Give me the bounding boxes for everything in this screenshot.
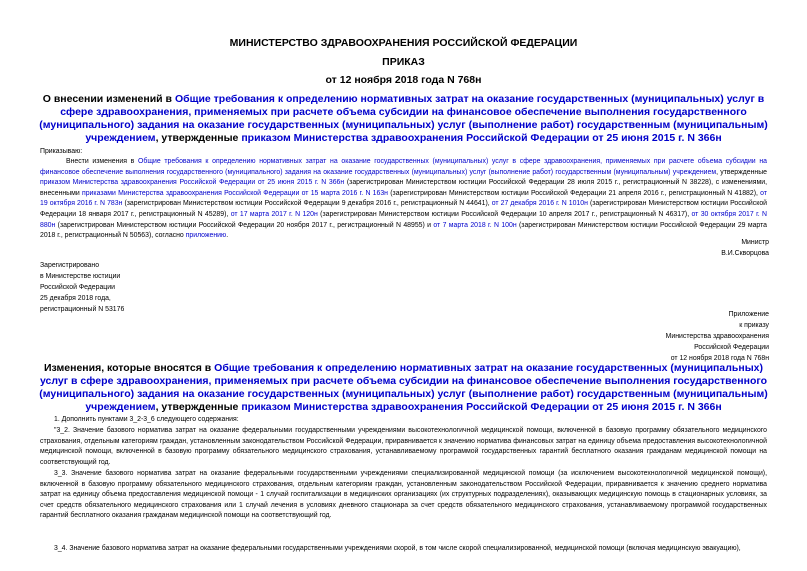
changes-link-requirements[interactable]: Общие требования к определению нормативных затрат на оказание государственных (муниципальных) услуг в сфере здравоохранения, применяемых при расчете объема субсидии на финансовое обеспечение выполнения государственного (муниципального) задания на оказание государственных (муниципальных) услуг (выполнение работ) государственным (муниципальным) учреждением [39,362,768,413]
intro-text: (зарегистрирован Министерством юстиции Российской Федерации 29 марта 2018 г., регистрационный N 50563), согласно [40,221,768,240]
registration-line: Зарегистрировано [40,262,100,269]
link-order-163n[interactable]: приказами Министерства здравоохранения Российской Федерации от 15 марта 2016 г. N 163н [81,189,388,197]
body-paragraph-1: 1. Дополнить пунктами 3_2-3_6 следующего содержания: [54,416,239,423]
changes-title-mid: , утвержденные [155,401,242,413]
registration-line: регистрационный N 53176 [40,306,125,313]
changes-title-text: Изменения, которые вносятся в [43,362,215,374]
intro-text: (зарегистрирован Министерством юстиции Российской Федерации 9 декабря 2016 г., регистрационный N 44641), [122,200,492,208]
appendix-line: к приказу [739,322,769,329]
link-general-requirements[interactable]: Общие требования к определению нормативных затрат на оказание государственных (муниципальных) услуг в сфере здравоохранения, применяемых при расчете объема субсидии на финансовое обеспечение выполнения государственного (муниципального) задания на оказание государственных (муниципальных) услуг (выполнение работ) государственным (муниципальным) учреждением [40,158,767,176]
prikazyvayu-label: Приказываю: [40,148,83,155]
appendix-block [666,309,769,364]
link-order-1010n[interactable]: от 27 декабря 2016 г. N 1010н [491,200,588,208]
intro-text: , утвержденные [716,168,767,176]
ministry-heading: МИНИСТЕРСТВО ЗДРАВООХРАНЕНИЯ РОССИЙСКОЙ ФЕДЕРАЦИИ [229,37,578,49]
intro-paragraph [40,157,767,242]
link-order-783n[interactable]: от 19 октября 2016 г. N 783н [40,189,767,208]
link-order-880n[interactable]: от 30 октября 2017 г. N 880н [40,210,767,229]
body-paragraph-2: "3_2. Значение базового норматива затрат на оказание федеральными государственными учреждениями высокотехнологичной медицинской помощи, включенной в базовую программу обязательного медицинского страхования, отдельным категориям граждан, установленным законодательством Российской Федерации, приравнивается к значению норматива финансовых затрат на единицу объема предоставления высокотехнологичной медицинской помощи, включенной в базовую программу обязательного медицинского страхования, устанавливаемому программой государственных гарантий бесплатного оказания гражданам медицинской помощи на соответствующий год. [40,427,767,466]
appendix-line: Приложение [728,311,769,318]
registration-line: в Министерстве юстиции [40,273,121,280]
link-appendix[interactable]: приложению [185,232,227,240]
registration-line: 25 декабря 2018 года, [40,295,111,302]
intro-text: (зарегистрирован Министерством юстиции Российской Федерации 21 апреля 2016 г., регистрационный N 41882), [388,189,761,197]
signature-role: Министр [741,239,769,246]
intro-text: (зарегистрирован Министерством юстиции Российской Федерации 10 апреля 2017 г., регистрационный N 46317), [317,210,692,218]
intro-text: Внести изменения в [66,158,139,165]
title-link-order-366n[interactable]: приказом Министерства здравоохранения Российской Федерации от 25 июня 2015 г. N 366н [241,132,722,144]
intro-text: (зарегистрирован Министерством юстиции Российской Федерации 20 ноября 2017 г., регистрационный N 48955) и [55,221,434,229]
order-title [30,93,777,145]
changes-title [30,362,777,414]
title-text-mid: , утвержденные [155,132,242,144]
intro-text: (зарегистрирован Министерством юстиции Российской Федерации 28 июля 2015 г., регистрационный N 38228), с изменениями, внесенными [40,179,767,197]
intro-text: . [226,232,229,240]
link-order-120n[interactable]: от 17 марта 2017 г. N 120н [230,210,318,218]
link-order-366n[interactable]: приказом Министерства здравоохранения Российской Федерации от 25 июня 2015 г. N 366н [40,179,345,187]
signature-name: В.И.Скворцова [721,250,769,257]
title-link-requirements[interactable]: Общие требования к определению нормативных затрат на оказание государственных (муниципальных) услуг в сфере здравоохранения, применяемых при расчете объема субсидии на финансовое обеспечение выполнения государственного (муниципального) задания на оказание государственных (муниципальных) услуг (выполнение работ) государственным (муниципальным) учреждением [39,93,768,144]
appendix-line: Министерства здравоохранения [665,333,769,340]
registration-line: Российской Федерации [40,284,115,291]
order-heading: ПРИКАЗ [382,56,425,68]
appendix-line: от 12 ноября 2018 года N 768н [670,355,769,362]
body-paragraph-3: 3_3. Значение базового норматива затрат на оказание федеральными государственными учреждениями специализированной медицинской помощи (за исключением высокотехнологичной медицинской помощи), включенной в базовую программу обязательного медицинского страхования, отдельным категориям граждан, установленным законодательством Российской Федерации, приравнивается к значению среднего норматива затрат на единицу объема предоставления медицинской помощи - 1 случай госпитализации в медицинских организациях (их структурных подразделениях), оказывающих медицинскую помощь в стационарных условиях, за счет средств обязательного медицинского страхования или 1 случай лечения в условиях дневного стационара за счет средств обязательного медицинского страхования, устанавливаемому программой государственных гарантий бесплатного оказания гражданам медицинской помощи на соответствующий год. [40,470,767,520]
order-date: от 12 ноября 2018 года N 768н [325,74,482,86]
registration-block [40,260,124,315]
body-paragraph-4: 3_4. Значение базового норматива затрат на оказание федеральными государственными учреждениями скорой, в том числе скорой специализированной, медицинской помощи (включая медицинскую эвакуацию), [54,545,741,552]
changes-link-order-366n[interactable]: приказом Министерства здравоохранения Российской Федерации от 25 июня 2015 г. N 366н [241,401,722,413]
intro-text: (зарегистрирован Министерством юстиции Российской Федерации 18 января 2017 г., регистрационный N 45289), [40,200,768,218]
title-text: О внесении изменений в [42,93,175,105]
link-order-100n[interactable]: от 7 марта 2018 г. N 100н [433,221,517,229]
appendix-line: Российской Федерации [694,344,769,351]
